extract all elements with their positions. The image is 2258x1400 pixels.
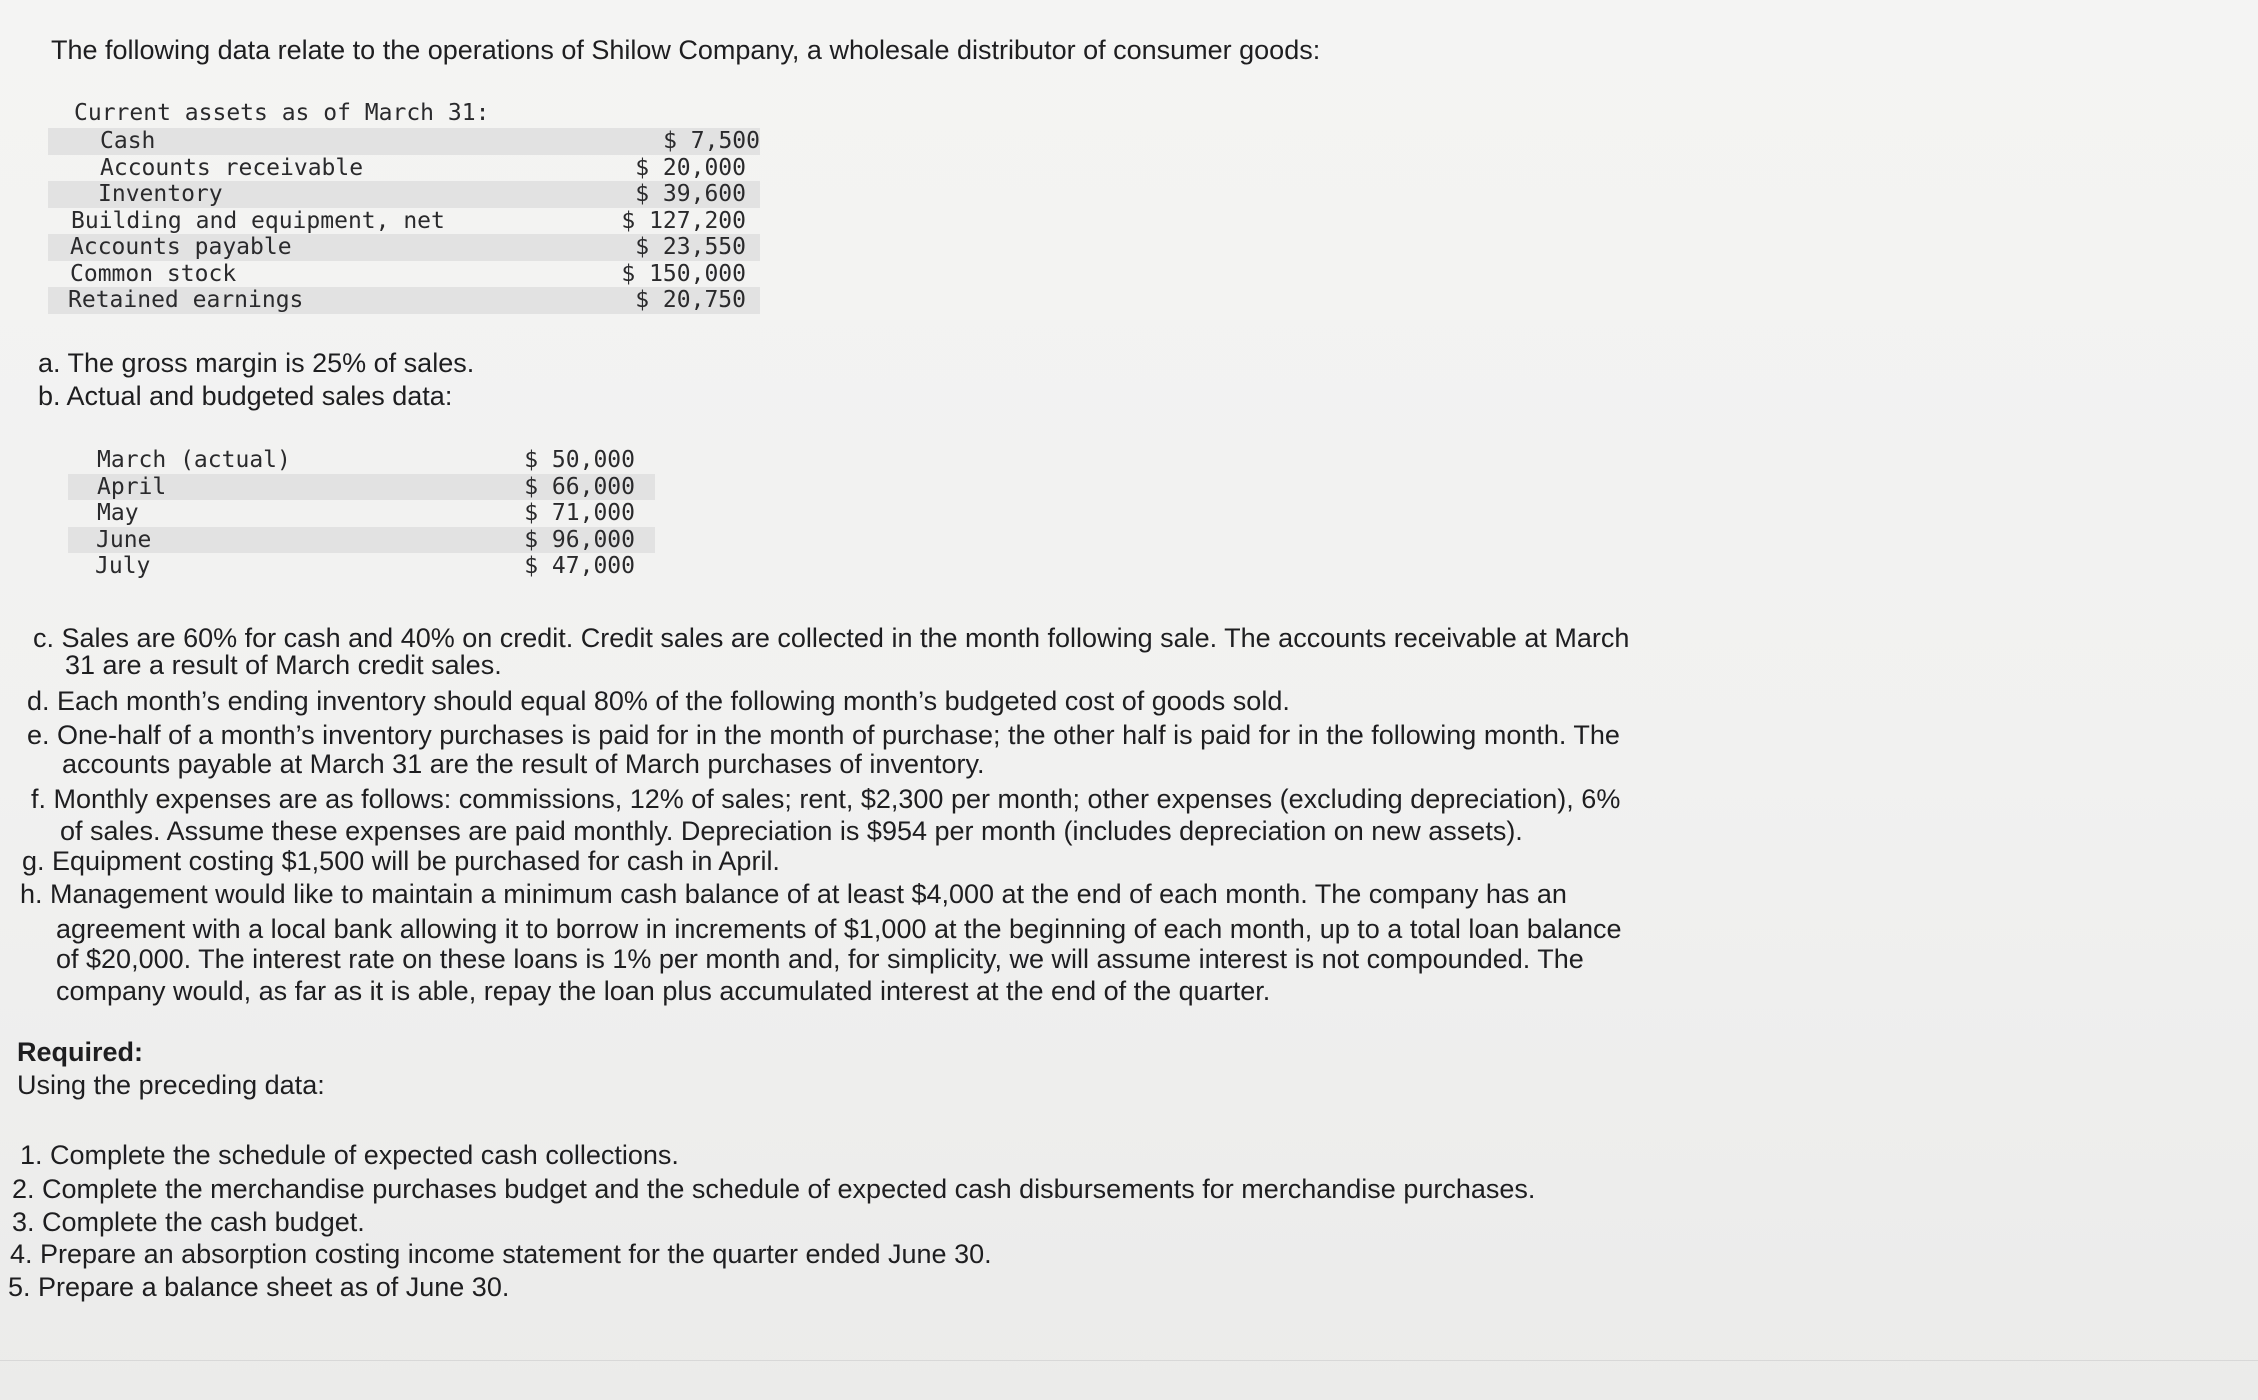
row-value: $ 50,000 [524, 447, 635, 473]
row-label: May [97, 500, 139, 526]
required-subtitle: Using the preceding data: [17, 1070, 325, 1100]
note-h-line-1: h. Management would like to maintain a minimum cash balance of at least $4,000 at the end of each month. The company has an [20, 879, 1567, 909]
note-e-line-2: accounts payable at March 31 are the result of March purchases of inventory. [62, 749, 985, 779]
table-row [48, 208, 760, 235]
row-label: Inventory [98, 181, 223, 207]
note-c-line-2: 31 are a result of March credit sales. [65, 650, 502, 680]
note-a: a. The gross margin is 25% of sales. [38, 348, 475, 378]
note-h-line-4: company would, as far as it is able, repay the loan plus accumulated interest at the end of the quarter. [56, 976, 1271, 1006]
required-task-4: 4. Prepare an absorption costing income statement for the quarter ended June 30. [10, 1239, 992, 1269]
table-row [68, 474, 655, 501]
table-row [48, 155, 760, 182]
required-task-5: 5. Prepare a balance sheet as of June 30. [8, 1272, 510, 1302]
page-divider [0, 1360, 2258, 1361]
row-value: $ 39,600 [635, 181, 746, 207]
table-row [68, 500, 655, 527]
note-d-line-1: d. Each month’s ending inventory should equal 80% of the following month’s budgeted cost of goods sold. [27, 686, 1290, 716]
table-row [48, 181, 760, 208]
required-heading: Required: [17, 1037, 144, 1067]
required-task-2: 2. Complete the merchandise purchases budget and the schedule of expected cash disbursements for merchandise purchases. [12, 1174, 1536, 1204]
row-value: $ 66,000 [524, 473, 635, 500]
note-g-line-1: g. Equipment costing $1,500 will be purchased for cash in April. [22, 846, 780, 876]
row-value: $ 127,200 [621, 207, 746, 234]
row-value: $ 20,000 [635, 154, 746, 181]
table-row [68, 527, 655, 554]
note-h-line-2: agreement with a local bank allowing it to borrow in increments of $1,000 at the beginning of each month, up to a total loan balance [56, 914, 1622, 944]
note-f-line-2: of sales. Assume these expenses are paid monthly. Depreciation is $954 per month (includes depreciation on new assets). [60, 816, 1523, 846]
intro-text: The following data relate to the operations of Shilow Company, a wholesale distributor of consumer goods: [51, 35, 1321, 65]
row-label: March (actual) [97, 447, 291, 473]
row-value: $ 7,500 [663, 128, 760, 154]
table-row [48, 234, 760, 261]
table-row [48, 287, 760, 314]
row-value: $ 71,000 [524, 500, 635, 526]
row-value: $ 96,000 [524, 526, 635, 553]
current-assets-heading: Current assets as of March 31: [74, 100, 490, 126]
row-label: June [96, 526, 152, 553]
sales-table [68, 447, 655, 580]
note-c-line-1: c. Sales are 60% for cash and 40% on credit. Credit sales are collected in the month following sale. The accounts receivable at March [33, 623, 1630, 653]
row-label: Accounts receivable [100, 154, 364, 181]
note-f-line-1: f. Monthly expenses are as follows: commissions, 12% of sales; rent, $2,300 per month; other expenses (excluding depreciation), 6% [31, 784, 1621, 814]
required-task-1: 1. Complete the schedule of expected cash collections. [20, 1140, 679, 1170]
row-label: July [95, 553, 151, 579]
row-label: Building and equipment, net [71, 207, 445, 234]
row-label: April [97, 473, 167, 500]
row-value: $ 20,750 [635, 287, 746, 313]
row-value: $ 150,000 [621, 260, 746, 287]
note-b: b. Actual and budgeted sales data: [38, 381, 453, 411]
table-row [68, 553, 655, 580]
table-row [48, 261, 760, 288]
row-value: $ 23,550 [635, 234, 746, 260]
current-assets-table [48, 128, 760, 314]
required-task-3: 3. Complete the cash budget. [12, 1207, 365, 1237]
table-row [48, 128, 760, 155]
table-row [68, 447, 655, 474]
row-label: Cash [100, 128, 156, 154]
note-e-line-1: e. One-half of a month’s inventory purchases is paid for in the month of purchase; the other half is paid for in the following month. The [27, 720, 1620, 750]
row-label: Common stock [70, 260, 237, 287]
row-value: $ 47,000 [524, 553, 635, 579]
note-h-line-3: of $20,000. The interest rate on these loans is 1% per month and, for simplicity, we will assume interest is not compounded. The [56, 944, 1584, 974]
row-label: Accounts payable [70, 234, 292, 260]
row-label: Retained earnings [68, 287, 304, 313]
